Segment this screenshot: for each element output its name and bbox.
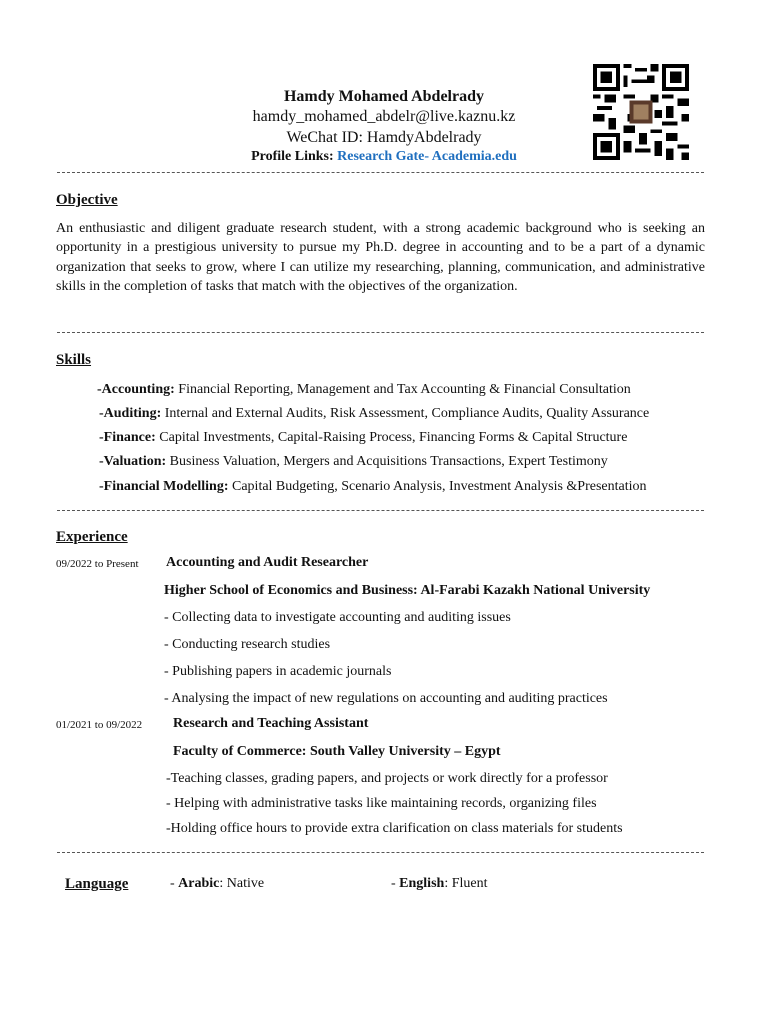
- language-name: English: [399, 876, 445, 891]
- skill-item: [99, 406, 649, 422]
- skill-text: Internal and External Audits, Risk Assessment, Compliance Audits, Quality Assurance: [161, 406, 650, 421]
- candidate-name: Hamdy Mohamed Abdelrady: [283, 88, 484, 105]
- skill-text: Financial Reporting, Management and Tax Accounting & Financial Consultation: [174, 382, 631, 397]
- section-divider: [57, 510, 704, 511]
- language-dash: -: [170, 876, 179, 891]
- experience-heading: Experience: [56, 529, 128, 545]
- section-divider: [57, 852, 704, 853]
- wechat-id: WeChat ID: HamdyAbdelrady: [286, 129, 482, 146]
- objective-heading: Objective: [56, 192, 118, 208]
- skill-item: [99, 479, 647, 495]
- job-bullet: -Teaching classes, grading papers, and projects or work directly for a professor: [166, 771, 608, 786]
- section-divider: [57, 172, 704, 173]
- language-dash: -: [391, 876, 400, 891]
- job-title: Accounting and Audit Researcher: [166, 555, 369, 570]
- skill-text: Capital Investments, Capital-Raising Process, Financing Forms & Capital Structure: [155, 430, 628, 445]
- job-bullet: - Conducting research studies: [164, 637, 331, 652]
- skill-label: -Valuation:: [99, 454, 167, 469]
- job-title: Research and Teaching Assistant: [173, 716, 369, 731]
- job-bullet: - Helping with administrative tasks like maintaining records, organizing files: [166, 796, 597, 811]
- job-bullet: -Holding office hours to provide extra clarification on class materials for students: [166, 821, 623, 836]
- job-date: 01/2021 to 09/2022: [56, 719, 143, 731]
- skills-heading: Skills: [56, 352, 92, 368]
- language-heading: Language: [65, 876, 129, 892]
- skill-label: -Finance:: [99, 430, 156, 445]
- skill-label: -Financial Modelling:: [99, 479, 229, 494]
- job-organization: Faculty of Commerce: South Valley University – Egypt: [173, 744, 501, 759]
- skill-text: Capital Budgeting, Scenario Analysis, Investment Analysis &Presentation: [228, 479, 647, 494]
- job-bullet: - Collecting data to investigate accounting and auditing issues: [164, 610, 511, 625]
- job-organization: Higher School of Economics and Business: Al-Farabi Kazakh National University: [164, 583, 651, 598]
- profile-links-link[interactable]: Research Gate- Academia.edu: [337, 149, 517, 164]
- language-item: [391, 876, 487, 892]
- language-level: : Fluent: [444, 876, 488, 891]
- skill-item: [97, 382, 631, 398]
- language-name: Arabic: [178, 876, 220, 891]
- job-date: 09/2022 to Present: [56, 558, 139, 570]
- language-level: : Native: [219, 876, 265, 891]
- language-item: [170, 876, 264, 892]
- qr-code-icon: [592, 64, 690, 160]
- skill-label: -Accounting:: [97, 382, 175, 397]
- job-bullet: - Analysing the impact of new regulations on accounting and auditing practices: [164, 691, 608, 706]
- profile-links-label: Profile Links:: [251, 149, 334, 164]
- objective-text: An enthusiastic and diligent graduate research student, with a strong academic background who is seeking an opportunity in a prestigious university to pursue my Ph.D. degree in accounting and to be a part of a dynamic organization that seeks to grow, where I can utilize my researching, planning, communication, and administrative skills in the completion of tasks that match with the objectives of the organization.: [56, 221, 705, 294]
- email-address[interactable]: hamdy_mohamed_abdelr@live.kaznu.kz: [252, 108, 516, 125]
- skill-item: [99, 430, 627, 446]
- section-divider: [57, 332, 704, 333]
- skill-text: Business Valuation, Mergers and Acquisitions Transactions, Expert Testimony: [166, 454, 608, 469]
- job-bullet: - Publishing papers in academic journals: [164, 664, 392, 679]
- skill-label: -Auditing:: [99, 406, 162, 421]
- skill-item: [99, 454, 608, 470]
